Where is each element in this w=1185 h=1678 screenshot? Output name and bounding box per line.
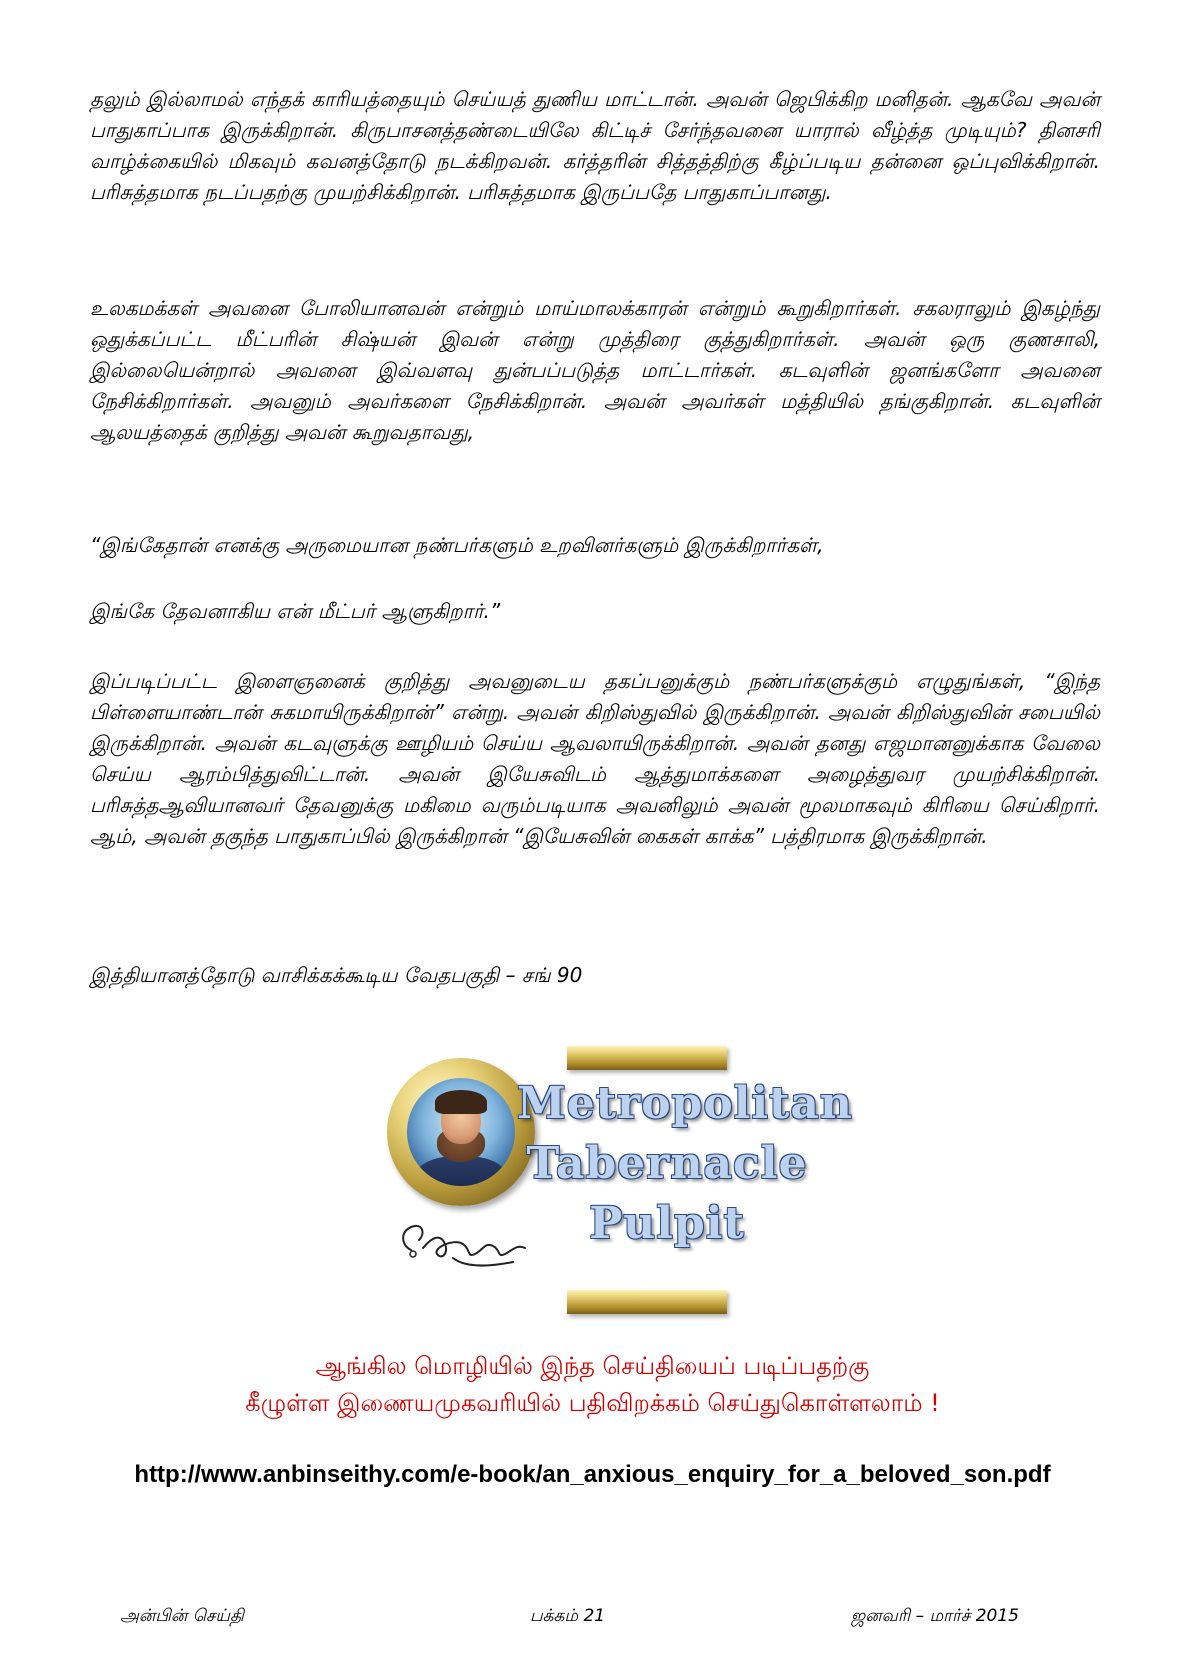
logo-title-pulpit: Pulpit: [589, 1198, 745, 1249]
logo-title-tabernacle: Tabernacle: [526, 1138, 808, 1189]
logo-title-metropolitan: Metropolitan: [517, 1078, 853, 1129]
gold-bar-top: [567, 1046, 727, 1070]
gold-bar-bottom: [567, 1290, 727, 1314]
paragraph-world-view: உலகமக்கள் அவனை போலியானவன் என்றும் மாய்மாலக்காரன் என்றும் கூறுகிறார்கள். சகலராலும் இகழ்ந்து ஒதுக்கப்பட்ட மீட்பரின் சிஷ்யன் இவன் என்று முத்திரை குத்துகிறார்கள். அவன் ஒரு குணசாலி, இல்லையென்றால் அவனை இவ்வளவு துன்பப்படுத்த மாட்டார்கள். கடவுளின் ஜனங்களோ அவனை நேசிக்கிறார்கள். அவனும் அவர்களை நேசிக்கிறான். அவன் அவர்கள் மத்தியில் தங்குகிறான். கடவுளின் ஆலயத்தைக் குறித்து அவன் கூறுவதாவது,: [90, 296, 1100, 444]
download-notice-line-1: ஆங்கில மொழியில் இந்த செய்தியைப் படிப்பதற்கு: [315, 1352, 870, 1380]
footer-publication-name: அன்பின் செய்தி: [120, 1606, 244, 1626]
download-notice-line-2: கீழுள்ள இணையமுகவரியில் பதிவிறக்கம் செய்துகொள்ளலாம் !: [245, 1389, 940, 1417]
quote-line-2: இங்கே தேவனாகிய என் மீட்பர் ஆளுகிறார்.”: [90, 599, 501, 623]
paragraph-young-man: இப்படிப்பட்ட இளைஞனைக் குறித்து அவனுடைய தகப்பனுக்கும் நண்பர்களுக்கும் எழுதுங்கள், “இந்த பிள்ளையாண்டான் சுகமாயிருக்கிறான்” என்று. அவன் கிறிஸ்துவில் இருக்கிறான். அவன் கிறிஸ்துவின் சபையில் இருக்கிறான். அவன் கடவுளுக்கு ஊழியம் செய்ய ஆவலாயிருக்கிறான். அவன் தனது எஜமானனுக்காக வேலை செய்ய ஆரம்பித்துவிட்டான். அவன் இயேசுவிடம் ஆத்துமாக்களை அழைத்துவர முயற்சிக்கிறான். பரிசுத்தஆவியானவர் தேவனுக்கு மகிமை வரும்படியாக அவனிலும் அவன் மூலமாகவும் கிரியை செய்கிறார். ஆம், அவன் தகுந்த பாதுகாப்பில் இருக்கிறான் “இயேசுவின் கைகள் காக்க” பத்திரமாக இருக்கிறான்.: [90, 669, 1100, 848]
download-link[interactable]: http://www.anbinseithy.com/e-book/an_anxious_enquiry_for_a_beloved_son.pdf: [134, 1461, 1051, 1488]
spurgeon-portrait-medallion: [387, 1058, 535, 1206]
footer-page-number: பக்கம் 21: [530, 1606, 606, 1626]
scripture-reference: இத்தியானத்தோடு வாசிக்கக்கூடிய வேதபகுதி – சங் 90: [90, 963, 583, 987]
quote-line-1: “இங்கேதான் எனக்கு அருமையான நண்பர்களும் உறவினர்களும் இருக்கிறார்கள்,: [90, 533, 824, 557]
metropolitan-tabernacle-logo: [387, 1046, 853, 1316]
paragraph-prayer-safety: தலும் இல்லாமல் எந்தக் காரியத்தையும் செய்யத் துணிய மாட்டான். அவன் ஜெபிக்கிற மனிதன். ஆகவே அவன் பாதுகாப்பாக இருக்கிறான். கிருபாசனத்தண்டையிலே கிட்டிச் சேர்ந்தவனை யாரால் வீழ்த்த முடியும்? தினசரி வாழ்க்கையில் மிகவும் கவனத்தோடு நடக்கிறவன். கர்த்தரின் சித்தத்திற்கு கீழ்ப்படிய தன்னை ஒப்புவிக்கிறான். பரிசுத்தமாக நடப்பதற்கு முயற்சிக்கிறான். பரிசுத்தமாக இருப்பதே பாதுகாப்பானது.: [90, 87, 1100, 204]
footer-issue-date: ஜனவரி – மார்ச் 2015: [851, 1606, 1019, 1626]
